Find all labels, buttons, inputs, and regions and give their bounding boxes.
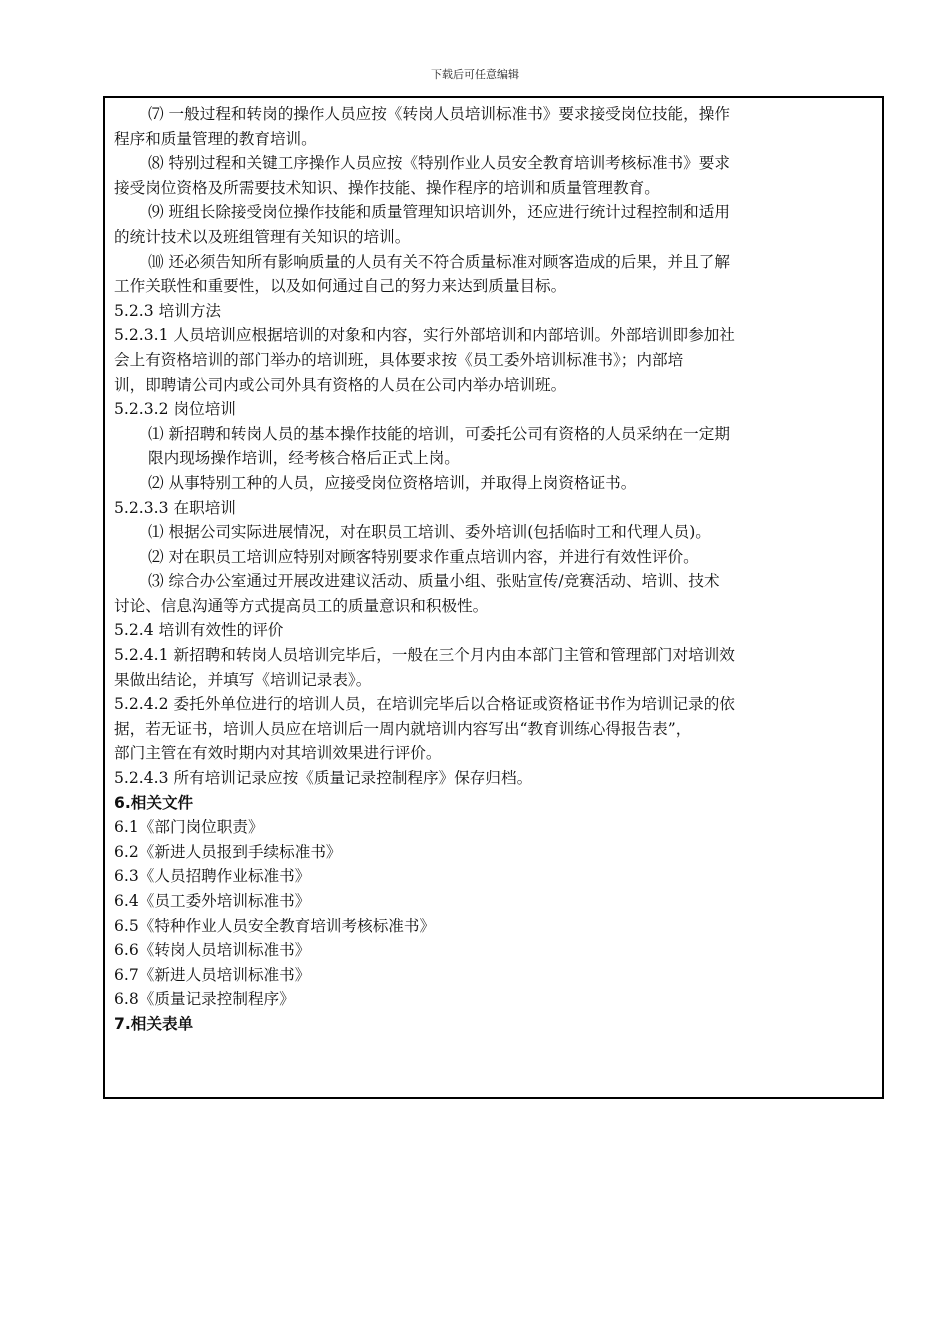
text-line: 限内现场操作培训，经考核合格后正式上岗。 [148,449,460,468]
text-line: 5.2.3.1 人员培训应根据培训的对象和内容，实行外部培训和内部培训。外部培训即参加社 [114,326,735,345]
text-line: ⑼ 班组长除接受岗位操作技能和质量管理知识培训外，还应进行统计过程控制和适用 [148,203,730,222]
text-line: 训，即聘请公司内或公司外具有资格的人员在公司内举办培训班。 [114,375,567,394]
text-line: 程序和质量管理的教育培训。 [114,129,317,148]
text-line: 5.2.4 培训有效性的评价 [114,621,284,640]
text-line: 讨论、信息沟通等方式提高员工的质量意识和积极性。 [114,596,489,615]
text-line: 果做出结论，并填写《培训记录表》。 [114,670,372,689]
text-line: 的统计技术以及班组管理有关知识的培训。 [114,227,411,246]
text-line: 6.6《转岗人员培训标准书》 [114,941,311,960]
text-line: ⑴ 新招聘和转岗人员的基本操作技能的培训，可委托公司有资格的人员采纳在一定期 [148,424,730,443]
text-line: 6.7《新进人员培训标准书》 [114,965,311,984]
text-line: 6.8《质量记录控制程序》 [114,990,295,1009]
text-line: 工作关联性和重要性，以及如何通过自己的努力来达到质量目标。 [114,277,567,296]
page-header-note: 下载后可任意编辑 [431,68,519,81]
text-line: 5.2.4.1 新招聘和转岗人员培训完毕后，一般在三个月内由本部门主管和管理部门对培训效 [114,646,735,665]
text-line: 5.2.3.2 岗位培训 [114,400,236,419]
text-line: ⑴ 根据公司实际进展情况，对在职员工培训、委外培训(包括临时工和代理人员)。 [148,523,711,542]
text-line: ⑵ 对在职员工培训应特别对顾客特别要求作重点培训内容，并进行有效性评价。 [148,547,699,566]
text-line: 会上有资格培训的部门举办的培训班，具体要求按《员工委外培训标准书》；内部培 [114,350,684,369]
text-line: ⑶ 综合办公室通过开展改进建议活动、质量小组、张贴宣传/竞赛活动、培训、技术 [148,572,720,591]
text-line: 据，若无证书，培训人员应在培训后一周内就培训内容写出“教育训练心得报告表”， [114,719,692,738]
text-line: 6.5《特种作业人员安全教育培训考核标准书》 [114,916,436,935]
text-line: 部门主管在有效时期内对其培训效果进行评价。 [114,744,442,763]
text-line: 6.4《员工委外培训标准书》 [114,892,311,910]
text-line: 5.2.3 培训方法 [114,301,222,320]
section-heading: 7.相关表单 [114,1014,194,1033]
text-line: 接受岗位资格及所需要技术知识、操作技能、操作程序的培训和质量管理教育。 [114,178,660,197]
document-frame [103,96,884,1099]
section-heading: 6.相关文件 [114,793,194,812]
text-line: 5.2.3.3 在职培训 [114,498,236,517]
text-line: 6.3《人员招聘作业标准书》 [114,867,311,886]
text-line: 6.1《部门岗位职责》 [114,818,264,837]
text-line: 5.2.4.3 所有培训记录应按《质量记录控制程序》保存归档。 [114,769,533,788]
text-line: 6.2《新进人员报到手续标准书》 [114,842,342,861]
text-line: ⑵ 从事特别工种的人员，应接受岗位资格培训，并取得上岗资格证书。 [148,473,637,492]
text-line: ⑺ 一般过程和转岗的操作人员应按《转岗人员培训标准书》要求接受岗位技能，操作 [148,105,730,123]
document-body [114,102,875,1037]
text-line: ⑽ 还必须告知所有影响质量的人员有关不符合质量标准对顾客造成的后果，并且了解 [148,252,730,271]
text-line: 5.2.4.2 委托外单位进行的培训人员，在培训完毕后以合格证或资格证书作为培训记录的依 [114,695,735,714]
text-line: ⑻ 特别过程和关键工序操作人员应按《特别作业人员安全教育培训考核标准书》要求 [148,154,730,173]
